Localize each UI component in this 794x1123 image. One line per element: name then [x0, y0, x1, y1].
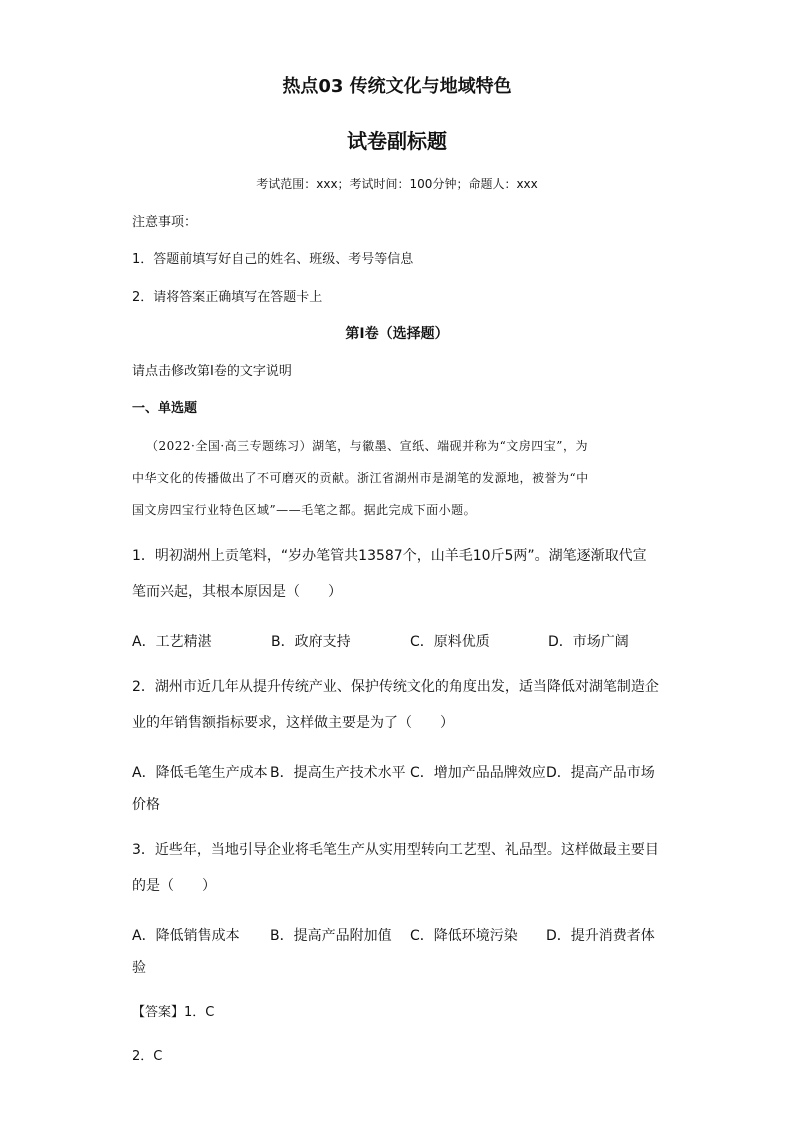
notes-heading: 注意事项：	[132, 215, 198, 230]
note-item: 2．请将答案正确填写在答题卡上	[132, 290, 323, 305]
question-text: 1．明初湖州上贡笔料，“岁办笔管共13587个，山羊毛10斤5两”。湖笔逐渐取代宣	[132, 548, 647, 564]
question-text: 的是（ ）	[132, 878, 216, 894]
option-d-wrap: 验	[132, 960, 146, 976]
question-text: 3．近些年，当地引导企业将毛笔生产从实用型转向工艺型、礼品型。这样做最主要目	[132, 842, 659, 858]
section-title: 一、单选题	[132, 401, 198, 416]
option-d: D．提高产品市场	[546, 765, 655, 781]
part-title: 第I卷（选择题）	[345, 326, 449, 342]
option-c: C．原料优质	[410, 634, 490, 650]
page-title: 热点03 传统文化与地域特色	[282, 76, 512, 97]
answer-line: 2．C	[132, 1049, 163, 1064]
passage-line: 中华文化的传播做出了不可磨灭的贡献。浙江省湖州市是湖笔的发源地，被誉为“中	[132, 471, 589, 485]
answer-line: 【答案】1．C	[132, 1005, 215, 1020]
passage-line: 国文房四宝行业特色区域”——毛笔之都。据此完成下面小题。	[132, 503, 477, 517]
question-text: 笔而兴起，其根本原因是（ ）	[132, 584, 342, 600]
option-b: B．政府支持	[271, 634, 351, 650]
option-b: B．提高产品附加值	[270, 928, 392, 944]
option-d: D．提升消费者体	[546, 928, 655, 944]
option-a: A．降低毛笔生产成本	[132, 765, 268, 781]
option-c: C．增加产品品牌效应	[410, 765, 546, 781]
part-description: 请点击修改第I卷的文字说明	[132, 364, 292, 379]
option-b: B．提高生产技术水平	[270, 765, 406, 781]
option-d-wrap: 价格	[132, 797, 160, 813]
page-subtitle: 试卷副标题	[347, 129, 447, 153]
question-text: 2．湖州市近几年从提升传统产业、保护传统文化的角度出发，适当降低对湖笔制造企	[132, 679, 659, 695]
passage-line: （2022·全国·高三专题练习）湖笔，与徽墨、宣纸、端砚并称为“文房四宝”，为	[146, 439, 588, 453]
option-c: C．降低环境污染	[410, 928, 518, 944]
option-d: D．市场广阔	[548, 634, 629, 650]
option-a: A．降低销售成本	[132, 928, 240, 944]
note-item: 1．答题前填写好自己的姓名、班级、考号等信息	[132, 252, 414, 267]
question-text: 业的年销售额指标要求，这样做主要是为了（ ）	[132, 715, 454, 731]
exam-info: 考试范围：xxx；考试时间：100分钟；命题人：xxx	[256, 177, 538, 191]
option-a: A．工艺精湛	[132, 634, 212, 650]
